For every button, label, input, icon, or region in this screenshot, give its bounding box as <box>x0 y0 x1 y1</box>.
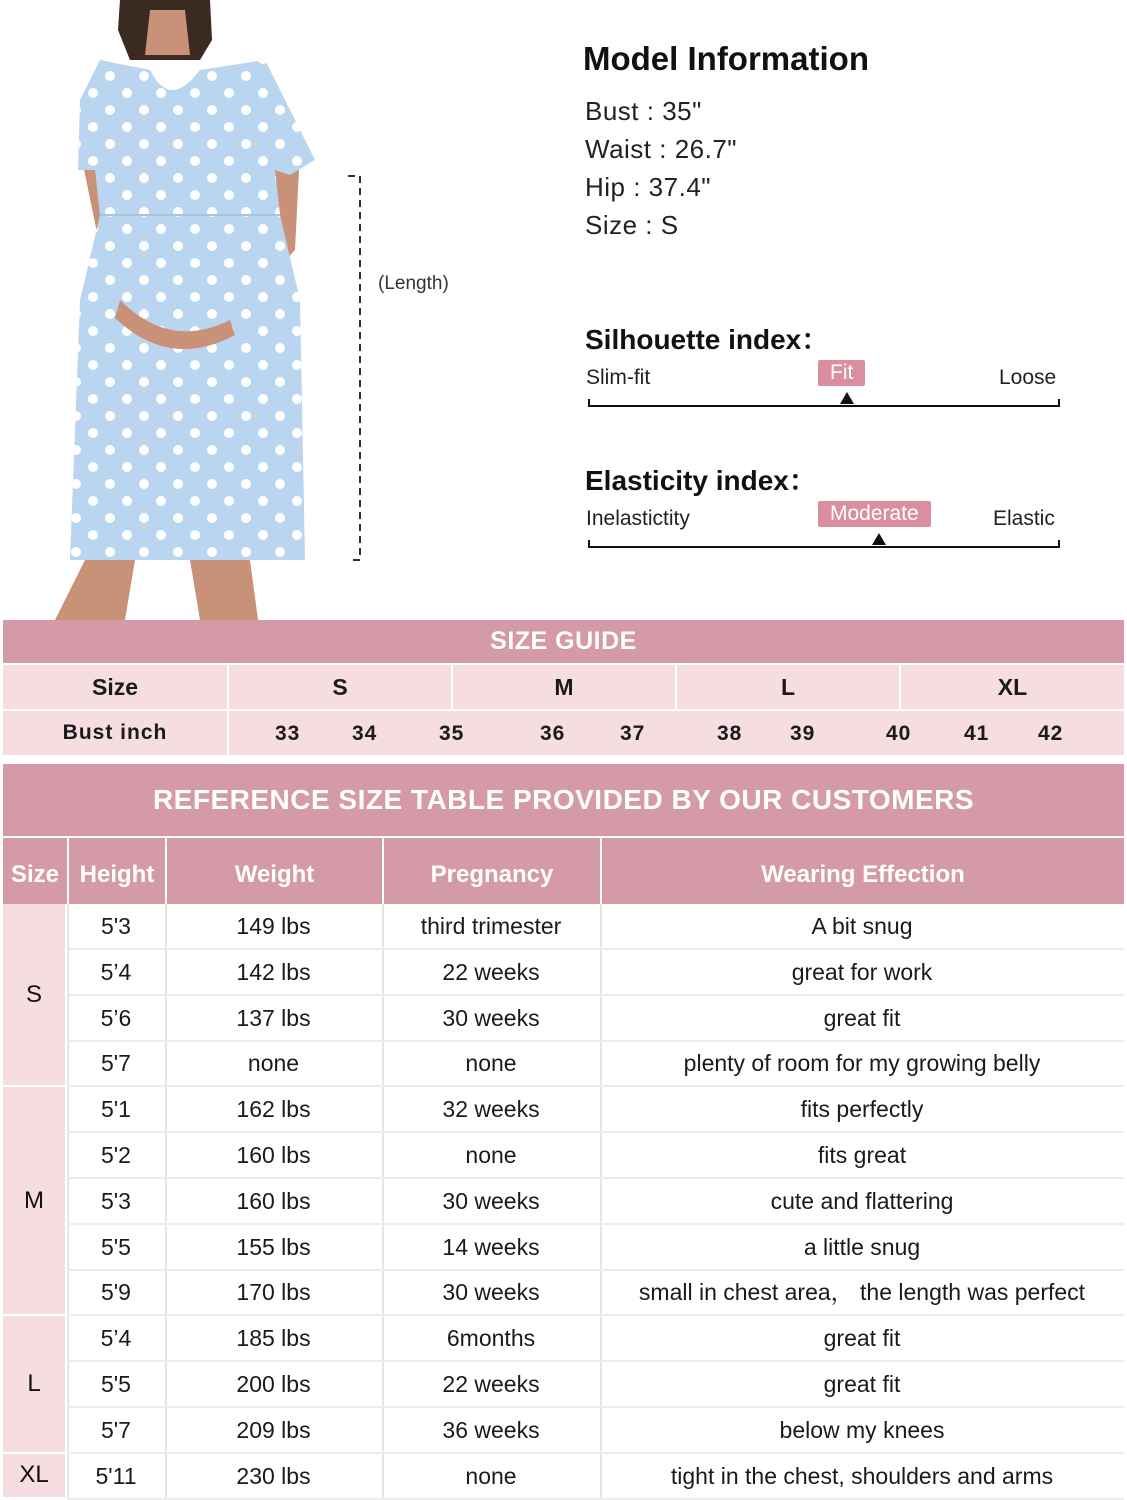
cell-pregnancy: third trimester <box>382 904 600 950</box>
model-photo <box>0 0 330 620</box>
dress <box>70 60 315 560</box>
bust-value: 41 <box>964 722 990 745</box>
bust-value: 40 <box>886 722 912 745</box>
size-m: M <box>451 665 675 709</box>
bust-value: 35 <box>439 722 465 745</box>
model-size: Size : S <box>585 210 679 240</box>
cell-pregnancy: 30 weeks <box>382 996 600 1042</box>
cell-weight: 162 lbs <box>165 1087 382 1133</box>
bust-value: 36 <box>540 722 566 745</box>
cell-wearing-effection: great fit <box>600 1362 1124 1408</box>
cell-weight: 137 lbs <box>165 996 382 1042</box>
table-row <box>3 904 1124 950</box>
cell-height: 5'3 <box>67 1179 165 1225</box>
cell-weight: 155 lbs <box>165 1225 382 1271</box>
table-row <box>3 1179 1124 1225</box>
cell-pregnancy: 14 weeks <box>382 1225 600 1271</box>
cell-height: 5’4 <box>67 1316 165 1362</box>
table-row <box>3 1408 1124 1454</box>
cell-height: 5'3 <box>67 904 165 950</box>
table-row <box>3 1225 1124 1271</box>
cell-weight: 200 lbs <box>165 1362 382 1408</box>
cell-pregnancy: 22 weeks <box>382 1362 600 1408</box>
cell-wearing-effection: great fit <box>600 1316 1124 1362</box>
table-row <box>3 1454 1124 1500</box>
cell-height: 5'9 <box>67 1270 165 1316</box>
cell-pregnancy: 6months <box>382 1316 600 1362</box>
table-row <box>3 1087 1124 1133</box>
size-s: S <box>227 665 451 709</box>
cell-pregnancy: none <box>382 1133 600 1179</box>
cell-pregnancy: 32 weeks <box>382 1087 600 1133</box>
size-label: Size <box>91 673 139 700</box>
size-guide-size-row <box>3 665 1124 709</box>
cell-weight: 149 lbs <box>165 904 382 950</box>
table-row <box>3 1316 1124 1362</box>
table-row <box>3 1041 1124 1087</box>
cell-pregnancy: 36 weeks <box>382 1408 600 1454</box>
bust-label: Bust inch <box>62 721 168 744</box>
silhouette-title: Silhouette index： <box>585 324 830 355</box>
size-group-m: M <box>3 1087 65 1314</box>
model-waist: Waist : 26.7" <box>585 134 738 164</box>
size-group-l: L <box>3 1316 65 1451</box>
cell-height: 5'1 <box>67 1087 165 1133</box>
silhouette-badge: Fit <box>818 360 865 386</box>
cell-wearing-effection: fits great <box>600 1133 1124 1179</box>
cell-wearing-effection: a little snug <box>600 1225 1124 1271</box>
cell-wearing-effection: A bit snug <box>600 904 1124 950</box>
cell-wearing-effection: great for work <box>600 950 1124 996</box>
model-info-title: Model Information <box>583 40 869 77</box>
cell-weight: 209 lbs <box>165 1408 382 1454</box>
silhouette-scale <box>588 399 1060 407</box>
cell-height: 5'5 <box>67 1362 165 1408</box>
cell-pregnancy: 30 weeks <box>382 1179 600 1225</box>
model-hip: Hip : 37.4" <box>585 172 712 202</box>
cell-height: 5'7 <box>67 1408 165 1454</box>
length-marker <box>340 170 370 570</box>
size-group-xl: XL <box>3 1454 65 1498</box>
cell-pregnancy: 30 weeks <box>382 1270 600 1316</box>
elasticity-title: Elasticity index： <box>585 465 817 496</box>
neck <box>145 10 190 55</box>
model-bust: Bust : 35" <box>585 96 702 126</box>
cell-height: 5'2 <box>67 1133 165 1179</box>
silhouette-left-label: Slim-fit <box>586 366 651 389</box>
cell-weight: 185 lbs <box>165 1316 382 1362</box>
col-wearing-effection: Wearing Effection <box>600 838 1124 904</box>
col-pregnancy: Pregnancy <box>382 838 600 904</box>
length-label: (Length) <box>378 273 449 294</box>
cell-weight: 170 lbs <box>165 1270 382 1316</box>
bust-value: 42 <box>1038 722 1064 745</box>
table-row <box>3 950 1124 996</box>
cell-height: 5'7 <box>67 1041 165 1087</box>
legs <box>55 560 135 620</box>
cell-wearing-effection: small in chest area， the length was perfect <box>600 1270 1124 1316</box>
size-l: L <box>675 665 899 709</box>
table-row <box>3 1133 1124 1179</box>
cell-wearing-effection: great fit <box>600 996 1124 1042</box>
bust-value: 38 <box>717 722 743 745</box>
elasticity-scale <box>588 540 1060 548</box>
cell-wearing-effection: cute and flattering <box>600 1179 1124 1225</box>
cell-wearing-effection: below my knees <box>600 1408 1124 1454</box>
cell-height: 5'11 <box>67 1454 165 1500</box>
table-row <box>3 1270 1124 1316</box>
col-size: Size <box>10 861 60 888</box>
elasticity-right-label: Elastic <box>993 507 1055 530</box>
cell-height: 5'5 <box>67 1225 165 1271</box>
cell-wearing-effection: tight in the chest, shoulders and arms <box>600 1454 1124 1500</box>
cell-weight: 160 lbs <box>165 1133 382 1179</box>
size-guide <box>3 620 1124 755</box>
bust-value: 33 <box>275 722 301 745</box>
reference-column-headers <box>3 838 1124 904</box>
size-xl: XL <box>899 665 1124 709</box>
cell-height: 5’4 <box>67 950 165 996</box>
cell-pregnancy: none <box>382 1041 600 1087</box>
elasticity-left-label: Inelastictity <box>586 507 690 530</box>
cell-weight: 142 lbs <box>165 950 382 996</box>
table-row <box>3 996 1124 1042</box>
cell-pregnancy: none <box>382 1454 600 1500</box>
reference-table-title: REFERENCE SIZE TABLE PROVIDED BY OUR CUSTOMERS <box>3 764 1124 836</box>
silhouette-right-label: Loose <box>999 366 1057 389</box>
cell-pregnancy: 22 weeks <box>382 950 600 996</box>
elasticity-badge: Moderate <box>818 501 931 527</box>
col-weight: Weight <box>165 838 382 904</box>
cell-height: 5’6 <box>67 996 165 1042</box>
col-height: Height <box>67 838 165 904</box>
bust-value: 37 <box>620 722 646 745</box>
cell-wearing-effection: plenty of room for my growing belly <box>600 1041 1124 1087</box>
cell-weight: 230 lbs <box>165 1454 382 1500</box>
cell-wearing-effection: fits perfectly <box>600 1087 1124 1133</box>
size-group-s: S <box>3 904 65 1085</box>
size-guide-title: SIZE GUIDE <box>3 620 1124 663</box>
bust-value: 34 <box>352 722 378 745</box>
cell-weight: none <box>165 1041 382 1087</box>
bust-value: 39 <box>790 722 816 745</box>
cell-weight: 160 lbs <box>165 1179 382 1225</box>
table-row <box>3 1362 1124 1408</box>
size-guide-bust-row <box>3 711 1124 755</box>
